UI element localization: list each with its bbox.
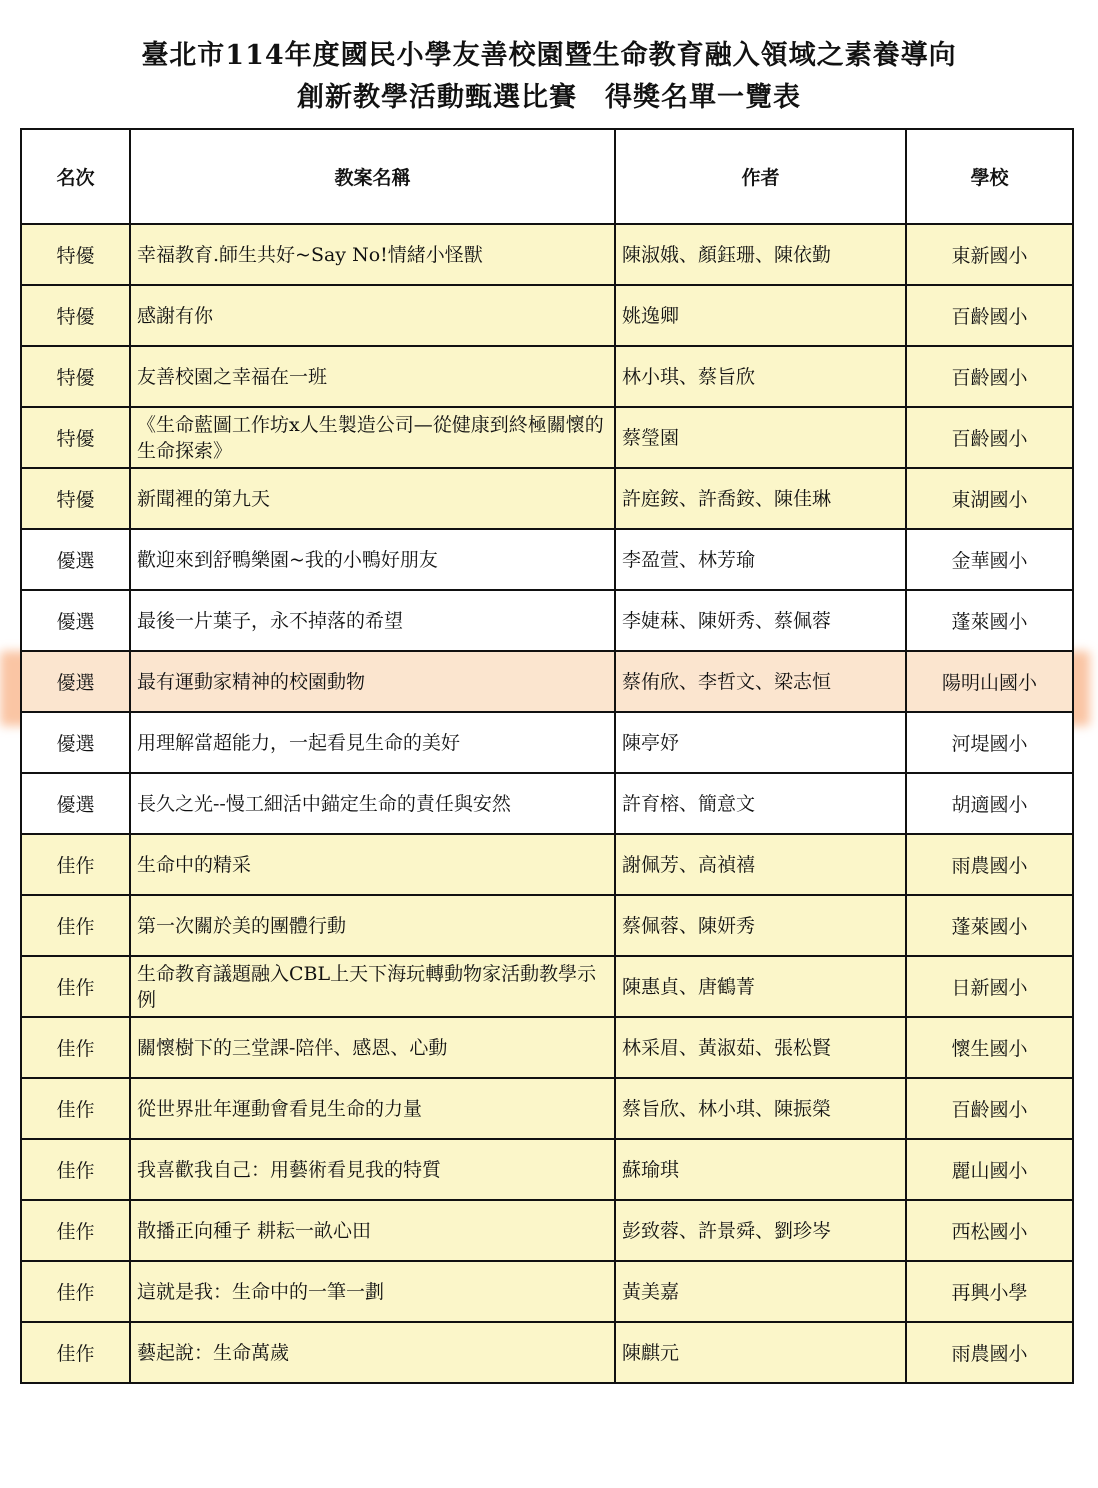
table-row <box>21 773 1073 834</box>
school-cell: 東新國小 <box>906 224 1073 285</box>
lesson-name-cell: 生命教育議題融入CBL上天下海玩轉動物家活動教學示例 <box>130 956 615 1017</box>
table-row <box>21 1017 1073 1078</box>
table-row <box>21 224 1073 285</box>
author-cell: 李盈萱、林芳瑜 <box>615 529 906 590</box>
author-cell: 陳亭妤 <box>615 712 906 773</box>
rank-cell: 佳作 <box>21 1139 130 1200</box>
rank-cell: 優選 <box>21 712 130 773</box>
school-cell: 河堤國小 <box>906 712 1073 773</box>
author-cell: 許庭銨、許喬銨、陳佳琳 <box>615 468 906 529</box>
school-cell: 雨農國小 <box>906 834 1073 895</box>
table-row <box>21 407 1073 468</box>
school-cell: 懷生國小 <box>906 1017 1073 1078</box>
school-cell: 百齡國小 <box>906 407 1073 468</box>
rank-cell: 佳作 <box>21 1017 130 1078</box>
header-lesson-name: 教案名稱 <box>130 129 615 224</box>
table-row <box>21 712 1073 773</box>
table-row <box>21 1261 1073 1322</box>
table-row <box>21 468 1073 529</box>
author-cell: 蔡瑩園 <box>615 407 906 468</box>
author-cell: 陳淑娥、顏鈺珊、陳依勤 <box>615 224 906 285</box>
lesson-name-cell: 歡迎來到舒鴨樂園~我的小鴨好朋友 <box>130 529 615 590</box>
author-cell: 林采眉、黃淑茹、張松賢 <box>615 1017 906 1078</box>
school-cell: 西松國小 <box>906 1200 1073 1261</box>
school-cell: 麗山國小 <box>906 1139 1073 1200</box>
lesson-name-cell: 藝起說：生命萬歲 <box>130 1322 615 1383</box>
table-row <box>21 1200 1073 1261</box>
school-cell: 百齡國小 <box>906 285 1073 346</box>
lesson-name-cell: 我喜歡我自己：用藝術看見我的特質 <box>130 1139 615 1200</box>
rank-cell: 佳作 <box>21 895 130 956</box>
author-cell: 彭致蓉、許景舜、劉珍岑 <box>615 1200 906 1261</box>
lesson-name-cell: 這就是我：生命中的一筆一劃 <box>130 1261 615 1322</box>
table-row-highlighted <box>21 651 1073 712</box>
rank-cell: 優選 <box>21 529 130 590</box>
school-cell: 胡適國小 <box>906 773 1073 834</box>
lesson-name-cell: 關懷樹下的三堂課-陪伴、感恩、心動 <box>130 1017 615 1078</box>
lesson-name-cell: 散播正向種子 耕耘一畝心田 <box>130 1200 615 1261</box>
author-cell: 陳惠貞、唐鶴菁 <box>615 956 906 1017</box>
lesson-name-cell: 新聞裡的第九天 <box>130 468 615 529</box>
table-row <box>21 1139 1073 1200</box>
header-author: 作者 <box>615 129 906 224</box>
rank-cell: 佳作 <box>21 956 130 1017</box>
rank-cell: 特優 <box>21 285 130 346</box>
school-cell: 百齡國小 <box>906 1078 1073 1139</box>
lesson-name-cell: 最有運動家精神的校園動物 <box>130 651 615 712</box>
author-cell: 李婕菻、陳妍秀、蔡佩蓉 <box>615 590 906 651</box>
rank-cell: 佳作 <box>21 1078 130 1139</box>
lesson-name-cell: 友善校園之幸福在一班 <box>130 346 615 407</box>
lesson-name-cell: 感謝有你 <box>130 285 615 346</box>
author-cell: 許育榕、簡意文 <box>615 773 906 834</box>
rank-cell: 佳作 <box>21 1200 130 1261</box>
author-cell: 蔡佩蓉、陳妍秀 <box>615 895 906 956</box>
table-row <box>21 346 1073 407</box>
rank-cell: 特優 <box>21 468 130 529</box>
table-row <box>21 529 1073 590</box>
school-cell: 蓬萊國小 <box>906 590 1073 651</box>
school-cell: 陽明山國小 <box>906 651 1073 712</box>
awards-table <box>20 128 1074 1384</box>
rank-cell: 優選 <box>21 651 130 712</box>
author-cell: 林小琪、蔡旨欣 <box>615 346 906 407</box>
awards-table-body <box>21 224 1073 1383</box>
author-cell: 謝佩芳、高禎禧 <box>615 834 906 895</box>
lesson-name-cell: 《生命藍圖工作坊x人生製造公司—從健康到終極關懷的生命探索》 <box>130 407 615 468</box>
table-row <box>21 834 1073 895</box>
rank-cell: 優選 <box>21 773 130 834</box>
author-cell: 蘇瑜琪 <box>615 1139 906 1200</box>
rank-cell: 特優 <box>21 407 130 468</box>
author-cell: 陳麒元 <box>615 1322 906 1383</box>
header-rank: 名次 <box>21 129 130 224</box>
school-cell: 日新國小 <box>906 956 1073 1017</box>
table-row <box>21 956 1073 1017</box>
author-cell: 蔡旨欣、林小琪、陳振榮 <box>615 1078 906 1139</box>
rank-cell: 優選 <box>21 590 130 651</box>
lesson-name-cell: 第一次關於美的團體行動 <box>130 895 615 956</box>
school-cell: 金華國小 <box>906 529 1073 590</box>
lesson-name-cell: 用理解當超能力，一起看見生命的美好 <box>130 712 615 773</box>
lesson-name-cell: 從世界壯年運動會看見生命的力量 <box>130 1078 615 1139</box>
rank-cell: 特優 <box>21 346 130 407</box>
table-row <box>21 1322 1073 1383</box>
header-school: 學校 <box>906 129 1073 224</box>
table-row <box>21 1078 1073 1139</box>
table-header-row <box>21 129 1073 224</box>
rank-cell: 佳作 <box>21 834 130 895</box>
school-cell: 百齡國小 <box>906 346 1073 407</box>
table-row <box>21 590 1073 651</box>
school-cell: 再興小學 <box>906 1261 1073 1322</box>
author-cell: 姚逸卿 <box>615 285 906 346</box>
rank-cell: 佳作 <box>21 1322 130 1383</box>
table-row <box>21 895 1073 956</box>
author-cell: 蔡侑欣、李哲文、梁志恒 <box>615 651 906 712</box>
lesson-name-cell: 長久之光--慢工細活中錨定生命的責任與安然 <box>130 773 615 834</box>
document-title-line2: 創新教學活動甄選比賽 得獎名單一覽表 <box>297 82 801 113</box>
author-cell: 黃美嘉 <box>615 1261 906 1322</box>
school-cell: 雨農國小 <box>906 1322 1073 1383</box>
rank-cell: 特優 <box>21 224 130 285</box>
school-cell: 東湖國小 <box>906 468 1073 529</box>
table-row <box>21 285 1073 346</box>
lesson-name-cell: 生命中的精采 <box>130 834 615 895</box>
lesson-name-cell: 幸福教育.師生共好~Say No!情緒小怪獸 <box>130 224 615 285</box>
lesson-name-cell: 最後一片葉子，永不掉落的希望 <box>130 590 615 651</box>
school-cell: 蓬萊國小 <box>906 895 1073 956</box>
rank-cell: 佳作 <box>21 1261 130 1322</box>
document-title-line1: 臺北市114年度國民小學友善校園暨生命教育融入領域之素養導向 <box>141 40 957 71</box>
